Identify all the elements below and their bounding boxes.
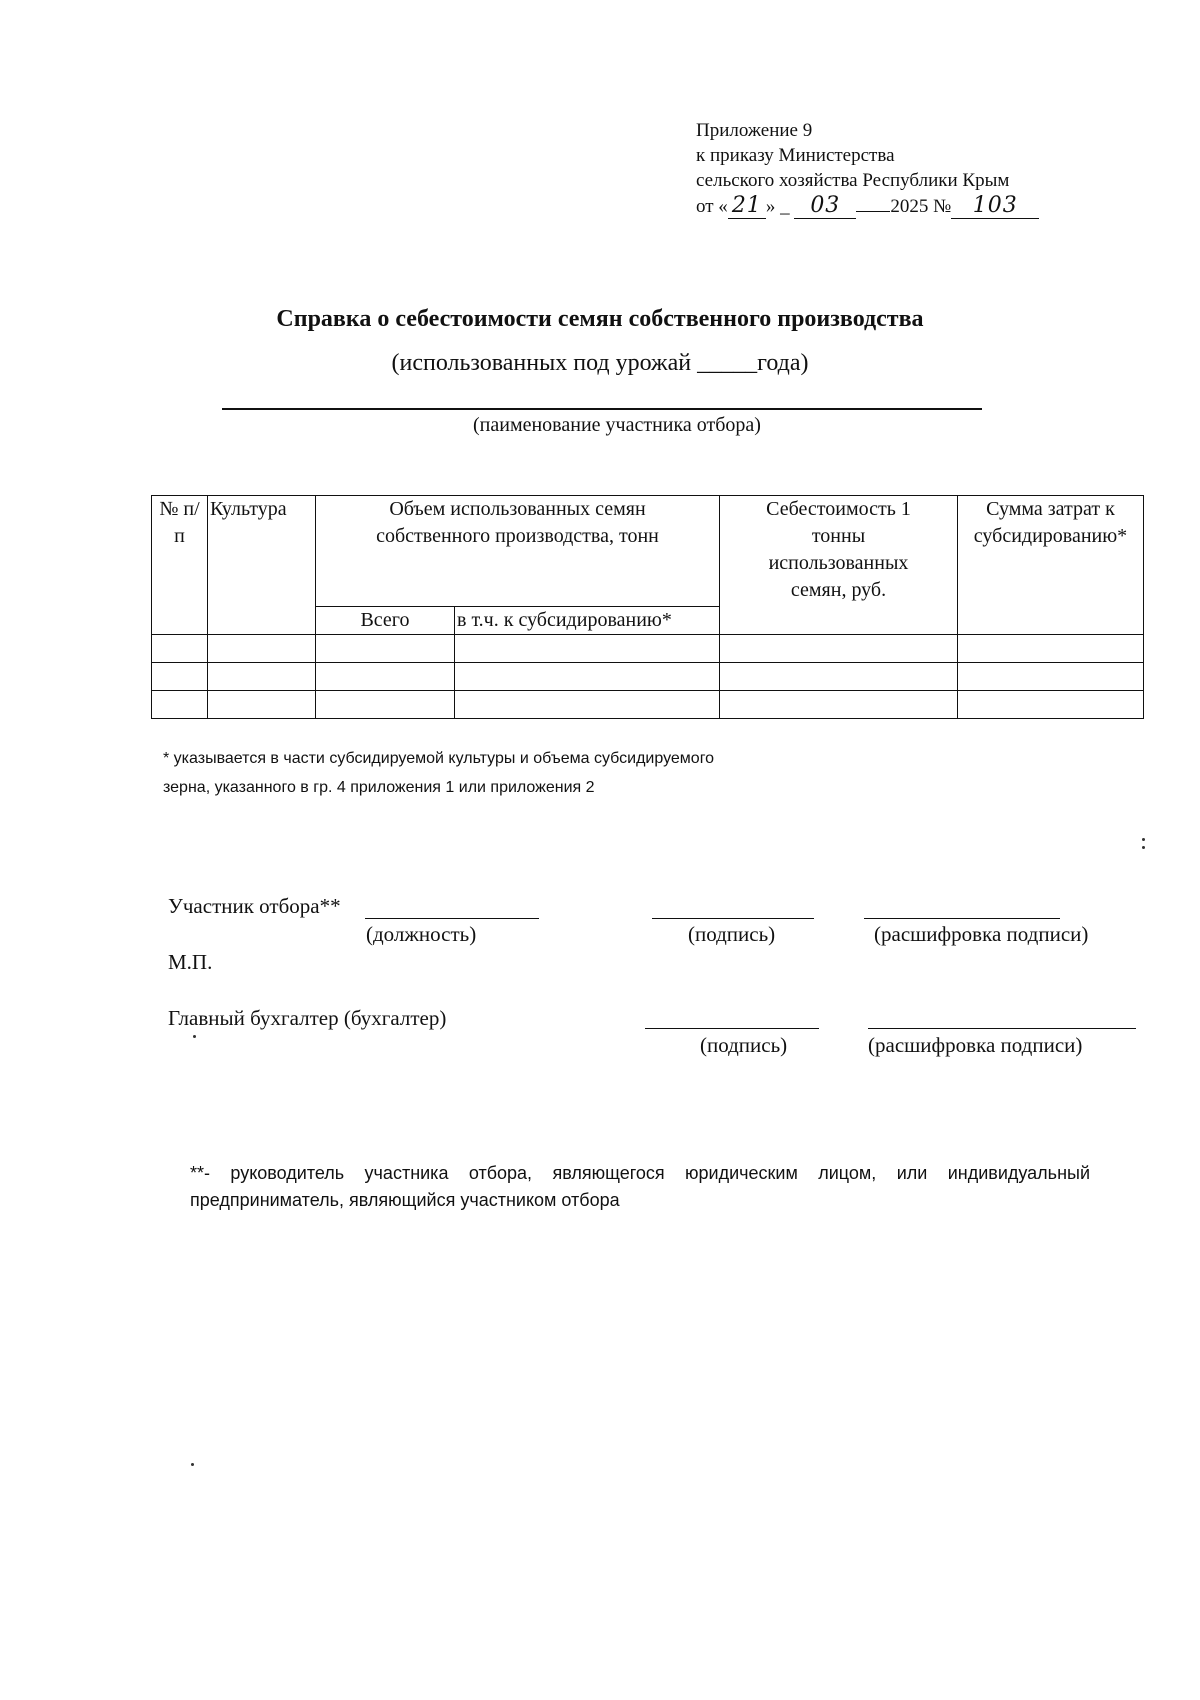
date-prefix: от « [696,196,728,217]
table-cell [152,635,208,663]
order-date-line [696,193,1039,219]
header-volume-total: Всего [316,607,455,635]
footnote-participant-definition: **- руководитель участника отбора, являющегося юридическим лицом, или индивидуальный предприниматель, являющийся участником отбора [190,1163,1090,1210]
header-cost: Себестоимость 1 тонны использованных семян, руб. [720,496,958,635]
table-cell [316,635,455,663]
document-subtitle: (использованных под урожай _____года) [391,350,809,376]
participant-name-line [222,408,982,410]
table-cell [958,635,1144,663]
table-cell [208,663,316,691]
ministry-name: сельского хозяйства Республики Крым [696,170,1010,191]
table-cell [958,663,1144,691]
accountant-signature-line [645,1028,819,1029]
position-caption: (должность) [366,922,477,946]
footnote-subsidy-line1: * указывается в части субсидируемой культуры и объема субсидируемого [163,750,715,767]
position-line [365,918,539,919]
scan-speck [191,1463,194,1466]
decoding-line [864,918,1060,919]
table-cell [152,663,208,691]
date-month: 03 [794,193,856,219]
header-number: № п/п [152,496,208,635]
scan-speck [1142,838,1145,841]
table-cell [958,691,1144,719]
table-cell [316,663,455,691]
accountant-label: Главный бухгалтер (бухгалтер) [168,1006,447,1030]
table-cell [455,663,720,691]
table-cell [720,663,958,691]
scan-speck [193,1035,196,1038]
accountant-signature-caption: (подпись) [700,1033,788,1057]
header-culture: Культура [208,496,316,635]
accountant-decoding-line [868,1028,1136,1029]
order-reference: к приказу Министерства [696,145,895,166]
participant-name-caption: (паименование участника отбора) [473,414,761,436]
signature-line [652,918,814,919]
scan-speck [1142,846,1145,849]
appendix-number: Приложение 9 [696,120,813,141]
table-row [152,663,1144,691]
stamp-mark: М.П. [168,950,213,974]
date-day: 21 [728,193,766,219]
table-cell [316,691,455,719]
footnote-subsidy-line2: зерна, указанного в гр. 4 приложения 1 или приложения 2 [163,779,595,796]
document-title: Справка о себестоимости семян собственного производства [276,306,924,332]
signature-caption: (подпись) [688,922,776,946]
header-volume-subsidy: в т.ч. к субсидированию* [455,607,720,635]
table-cell [455,691,720,719]
date-year: 2025 № [890,196,952,217]
table-cell [720,691,958,719]
date-mid: » _ [765,196,790,217]
participant-label: Участник отбора** [168,894,341,918]
accountant-decoding-caption: (расшифровка подписи) [868,1033,1083,1057]
table-cell [152,691,208,719]
decoding-caption: (расшифровка подписи) [874,922,1089,946]
table-cell [720,635,958,663]
table-row [152,635,1144,663]
cost-table [151,495,1144,719]
header-sum: Сумма затрат к субсидированию* [958,496,1144,635]
date-gap-line [856,211,890,212]
table-cell [455,635,720,663]
table-row [152,691,1144,719]
order-number: 103 [951,193,1039,219]
header-volume: Объем использованных семян собственного производства, тонн [316,496,720,607]
table-cell [208,635,316,663]
table-cell [208,691,316,719]
